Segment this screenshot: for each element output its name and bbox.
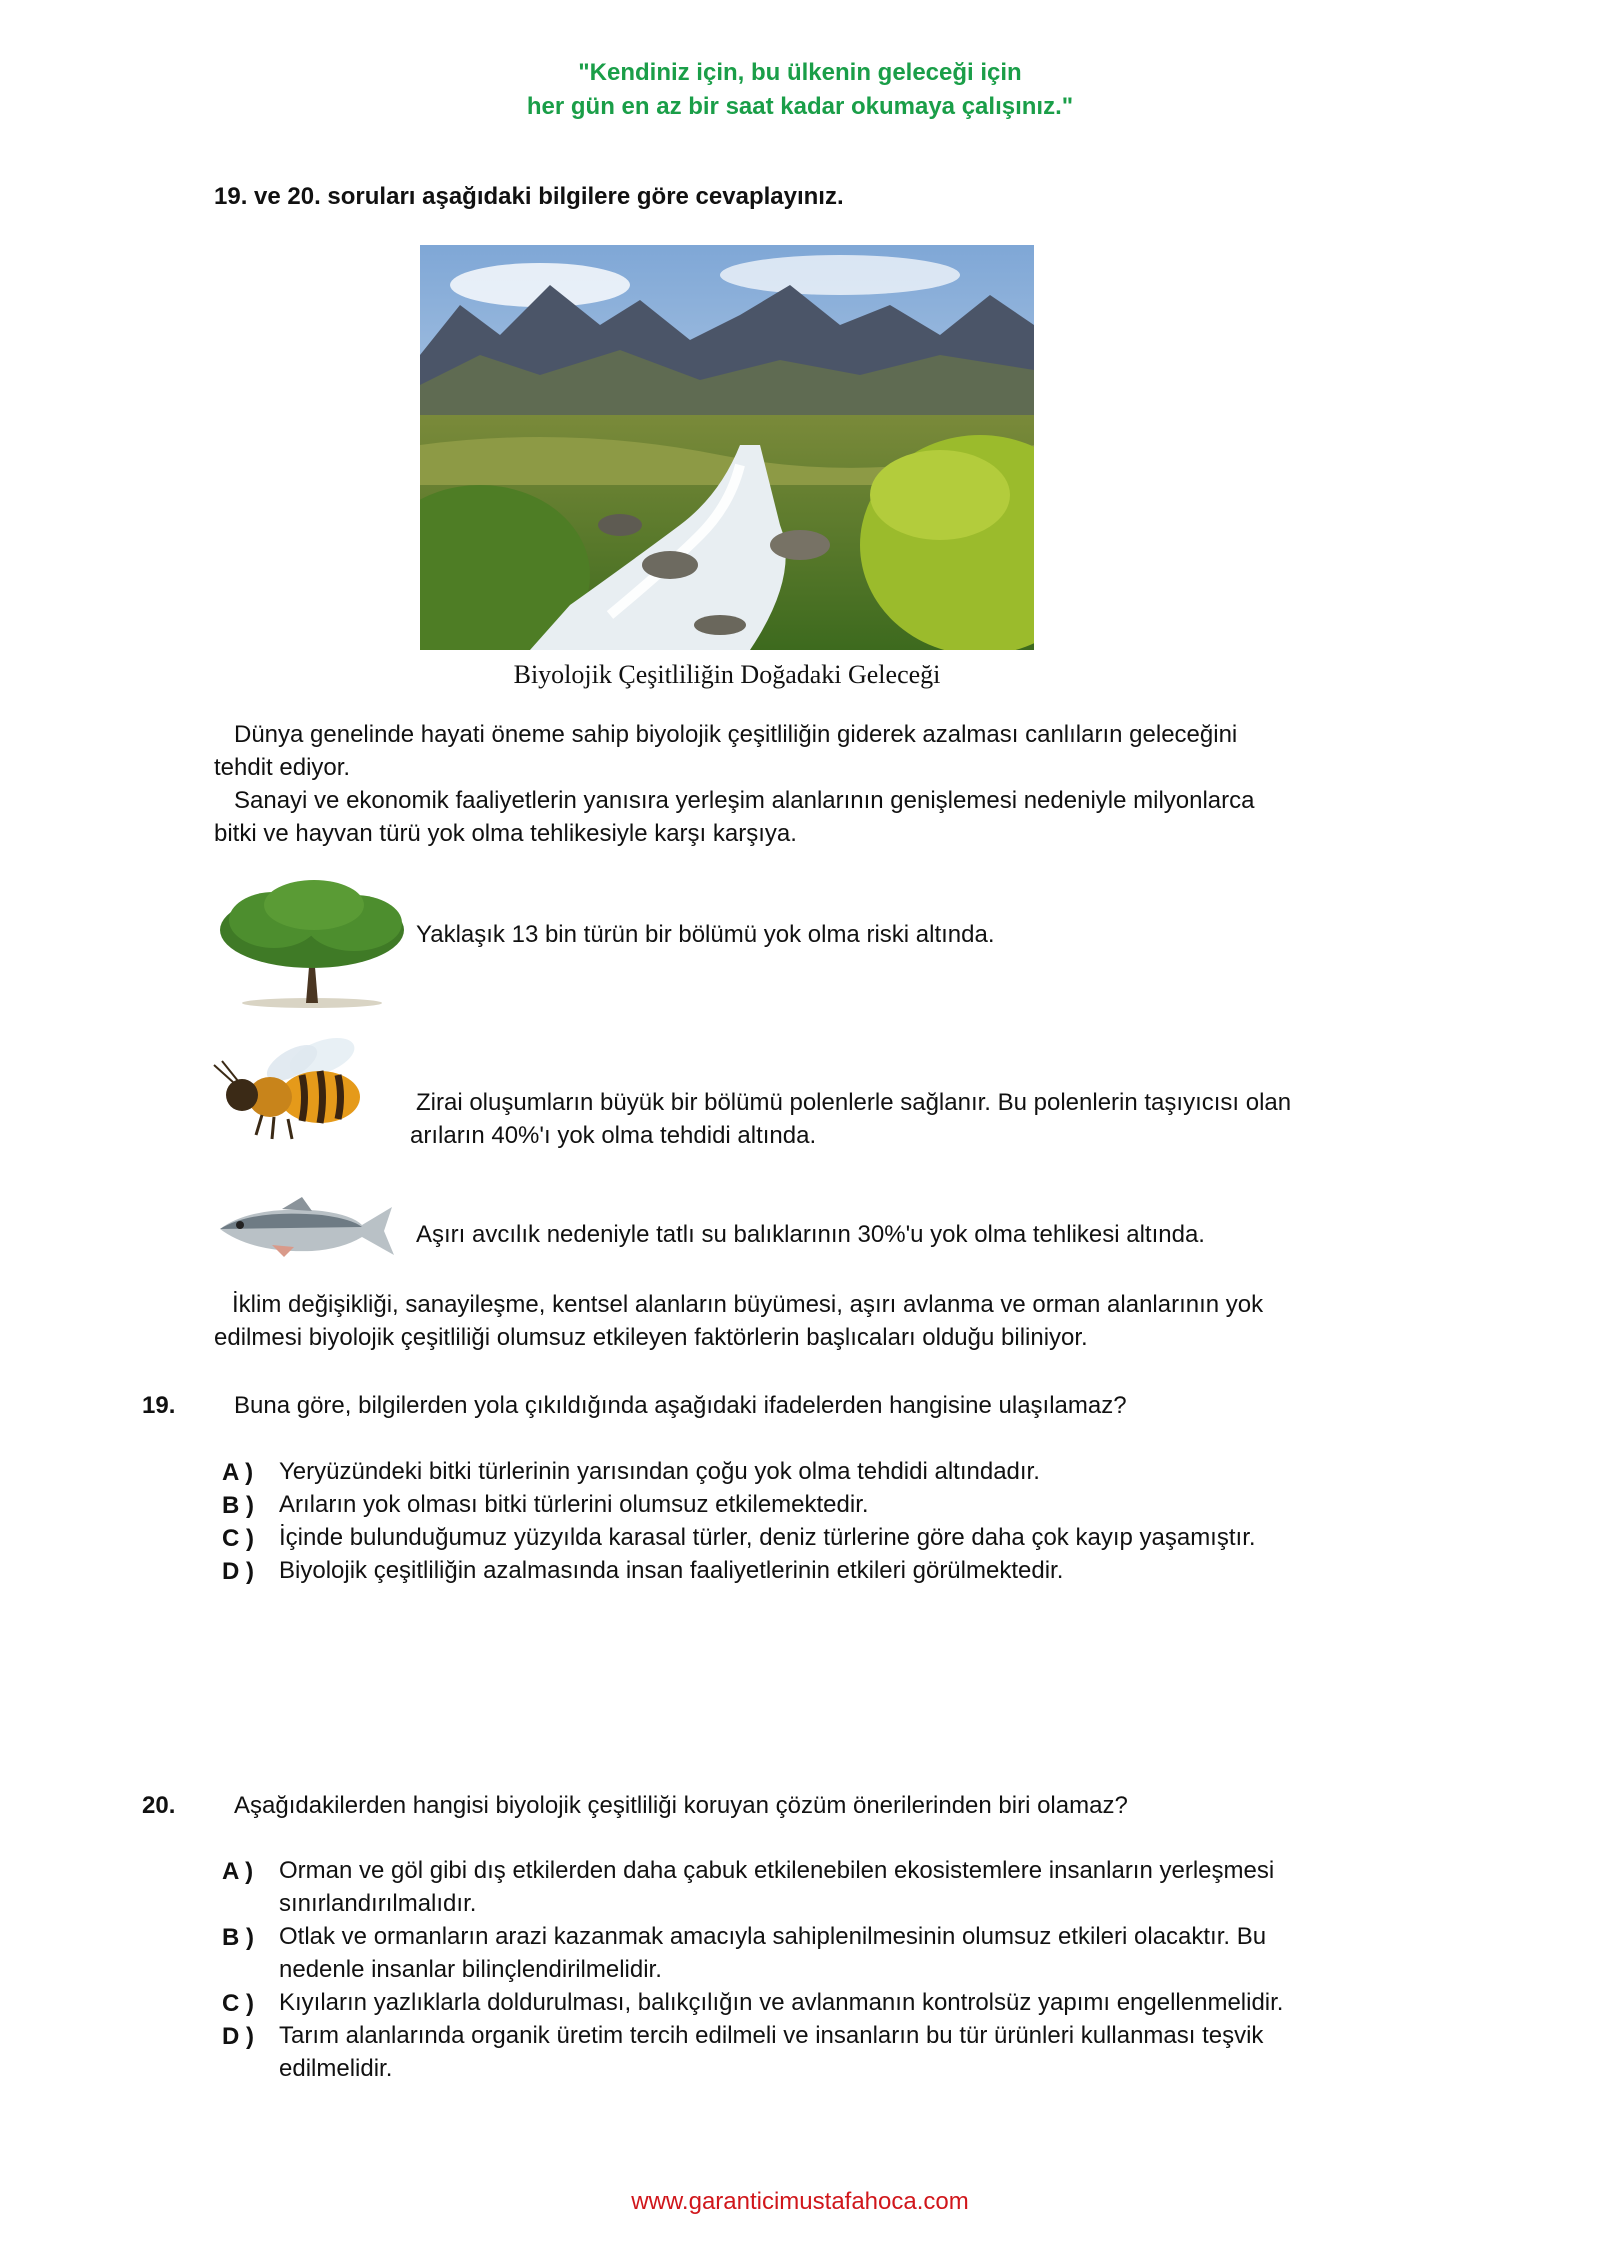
question-20-number: 20. [142, 1792, 176, 1819]
q19-option-b[interactable] [279, 1488, 1419, 1521]
paragraph-1-line-1: Dünya genelinde hayati öneme sahip biyolojik çeşitliliğin giderek azalması canlıların geleceğini [234, 721, 1238, 748]
q20-option-a-letter[interactable]: A ) [222, 1858, 254, 1885]
question-20-text: Aşağıdakilerden hangisi biyolojik çeşitliliği koruyan çözüm önerilerinden biri olamaz? [234, 1792, 1128, 1819]
q20-option-c[interactable] [279, 1986, 1419, 2019]
paragraph-1-line-2: tehdit ediyor. [214, 754, 351, 781]
fact-3-text [416, 1218, 1205, 1251]
fact-2-text [410, 1086, 1291, 1152]
q19-option-a-line-1: Yeryüzündeki bitki türlerinin yarısından çoğu yok olma tehdidi altındadır. [279, 1458, 1040, 1485]
question-19-text: Buna göre, bilgilerden yola çıkıldığında aşağıdaki ifadelerden hangisine ulaşılamaz? [234, 1392, 1127, 1419]
q19-option-c-line-1: İçinde bulunduğumuz yüzyılda karasal türler, deniz türlerine göre daha çok kayıp yaşamıştır. [279, 1524, 1256, 1551]
q19-option-b-letter[interactable]: B ) [222, 1492, 254, 1519]
fact-2-line-2: arıların 40%'ı yok olma tehdidi altında. [410, 1122, 817, 1149]
closing-line-2: edilmesi biyolojik çeşitliliği olumsuz etkileyen faktörlerin başlıcaları olduğu biliniyor. [214, 1324, 1088, 1351]
q19-option-d-line-1: Biyolojik çeşitliliğin azalmasında insan faaliyetlerinin etkileri görülmektedir. [279, 1557, 1064, 1584]
q19-option-a-letter[interactable]: A ) [222, 1459, 254, 1486]
q19-option-d[interactable] [279, 1554, 1419, 1587]
question-19-number: 19. [142, 1392, 176, 1419]
q19-option-c-letter[interactable]: C ) [222, 1525, 254, 1552]
paragraph-2 [214, 784, 1414, 850]
bee-icon [212, 1035, 368, 1145]
q20-option-a[interactable] [279, 1854, 1419, 1920]
fact-2-line-1: Zirai oluşumların büyük bir bölümü polenlerle sağlanır. Bu polenlerin taşıyıcısı olan [416, 1089, 1292, 1116]
paragraph-2-line-1: Sanayi ve ekonomik faaliyetlerin yanısıra yerleşim alanlarının genişlemesi nedeniyle milyonlarca [234, 787, 1255, 814]
instruction-heading: 19. ve 20. soruları aşağıdaki bilgilere göre cevaplayınız. [214, 183, 844, 210]
tree-icon [214, 875, 410, 1009]
motto-line-2: her gün en az bir saat kadar okumaya çalışınız." [526, 93, 1074, 120]
footer-website-link[interactable]: www.garanticimustafahoca.com [631, 2188, 969, 2215]
q20-option-a-line-1: Orman ve göl gibi dış etkilerden daha çabuk etkilenebilen ekosistemlere insanların yerleşmesi [279, 1857, 1275, 1884]
q20-option-b-line-1: Otlak ve ormanların arazi kazanmak amacıyla sahiplenilmesinin olumsuz etkileri olacaktır. Bu [279, 1923, 1267, 1950]
q19-option-b-line-1: Arıların yok olması bitki türlerini olumsuz etkilemektedir. [279, 1491, 869, 1518]
fact-1-text [416, 918, 995, 951]
q20-option-c-letter[interactable]: C ) [222, 1990, 254, 2017]
closing-line-1: İklim değişikliği, sanayileşme, kentsel alanların büyümesi, aşırı avlanma ve orman alanlarının yok [232, 1291, 1264, 1318]
q20-option-c-line-1: Kıyıların yazlıklarla doldurulması, balıkçılığın ve avlanmanın kontrolsüz yapımı engellenmelidir. [279, 1989, 1284, 2016]
paragraph-2-line-2: bitki ve hayvan türü yok olma tehlikesiyle karşı karşıya. [214, 820, 797, 847]
mountain-stream-photo [420, 245, 1034, 650]
paragraph-1 [214, 718, 1414, 784]
photo-caption: Biyolojik Çeşitliliğin Doğadaki Geleceği [513, 660, 941, 689]
fish-icon [212, 1195, 396, 1263]
q20-option-d[interactable] [279, 2019, 1419, 2085]
fact-1-line-1: Yaklaşık 13 bin türün bir bölümü yok olma riski altında. [416, 921, 995, 948]
q20-option-b-letter[interactable]: B ) [222, 1924, 254, 1951]
q19-option-d-letter[interactable]: D ) [222, 1558, 254, 1585]
q20-option-a-line-2: sınırlandırılmalıdır. [279, 1890, 477, 1917]
q19-option-a[interactable] [279, 1455, 1419, 1488]
q20-option-d-letter[interactable]: D ) [222, 2023, 254, 2050]
motto-line-1: "Kendiniz için, bu ülkenin geleceği için [578, 59, 1022, 86]
q20-option-d-line-2: edilmelidir. [279, 2055, 393, 2082]
q20-option-b[interactable] [279, 1920, 1419, 1986]
closing-paragraph [214, 1288, 1414, 1354]
fact-3-line-1: Aşırı avcılık nedeniyle tatlı su balıklarının 30%'u yok olma tehlikesi altında. [416, 1221, 1205, 1248]
q20-option-b-line-2: nedenle insanlar bilinçlendirilmelidir. [279, 1956, 662, 1983]
q20-option-d-line-1: Tarım alanlarında organik üretim tercih edilmeli ve insanların bu tür ürünleri kullanması teşvik [279, 2022, 1264, 2049]
q19-option-c[interactable] [279, 1521, 1419, 1554]
